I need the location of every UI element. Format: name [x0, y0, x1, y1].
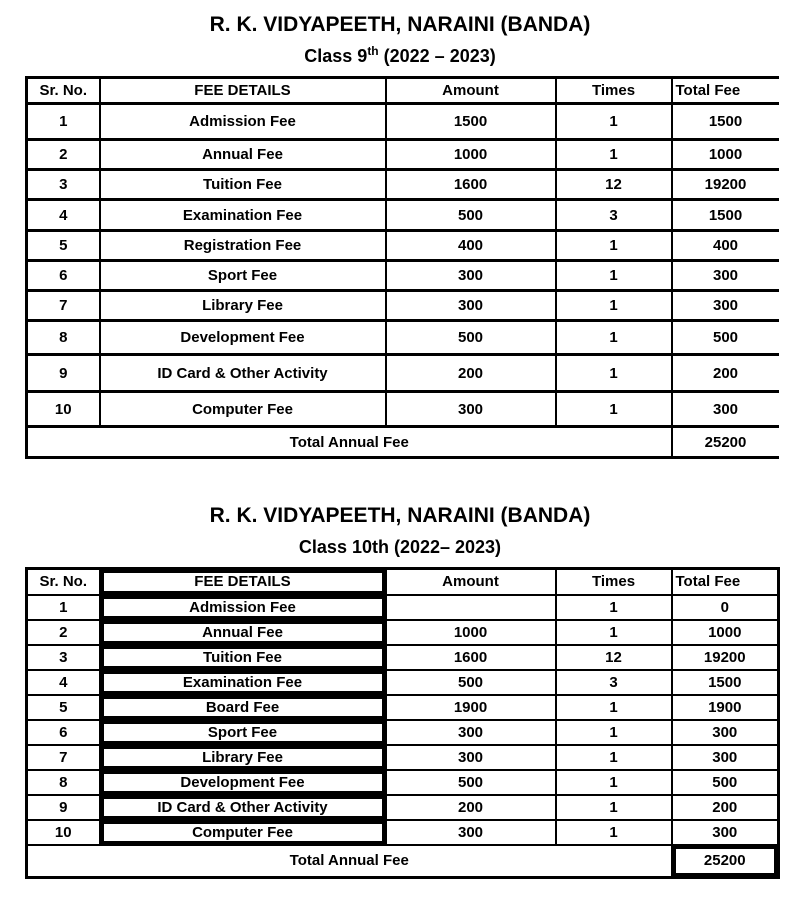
- cell-amount: 300: [386, 392, 556, 427]
- fee-row: [27, 200, 779, 231]
- cell-detail: Admission Fee: [100, 595, 386, 620]
- fee-row: [27, 670, 779, 695]
- cell-sr: 6: [27, 261, 100, 291]
- col-header-amount: Amount: [386, 569, 556, 595]
- cell-total: 1500: [672, 670, 779, 695]
- fee-row: [27, 170, 779, 200]
- cell-total: 300: [672, 820, 779, 845]
- cell-amount: 1000: [386, 620, 556, 645]
- class-label-prefix: Class 9: [304, 46, 368, 66]
- cell-total: 200: [672, 355, 779, 392]
- cell-detail: Library Fee: [100, 745, 386, 770]
- cell-times: 1: [556, 321, 672, 355]
- cell-sr: 2: [27, 140, 100, 170]
- col-header-sr-no: Sr. No.: [27, 569, 100, 595]
- col-header-sr-no: Sr. No.: [27, 78, 100, 104]
- cell-total: 300: [672, 392, 779, 427]
- cell-total: 19200: [672, 170, 779, 200]
- cell-amount: 1900: [386, 695, 556, 720]
- cell-total: 400: [672, 231, 779, 261]
- fee-rows: [27, 595, 779, 845]
- cell-times: 1: [556, 620, 672, 645]
- cell-total: 19200: [672, 645, 779, 670]
- cell-times: 1: [556, 695, 672, 720]
- total-row: [27, 427, 779, 458]
- total-annual-fee-value: 25200: [672, 427, 779, 458]
- cell-total: 300: [672, 720, 779, 745]
- cell-times: 1: [556, 795, 672, 820]
- cell-total: 1000: [672, 140, 779, 170]
- col-header-times: Times: [556, 569, 672, 595]
- fee-row: [27, 140, 779, 170]
- cell-times: 12: [556, 645, 672, 670]
- cell-times: 1: [556, 820, 672, 845]
- cell-amount: 1500: [386, 104, 556, 140]
- cell-sr: 7: [27, 745, 100, 770]
- cell-total: 500: [672, 321, 779, 355]
- table-footer: [27, 427, 779, 458]
- class10-fee-table: [25, 567, 780, 879]
- header-row: [27, 78, 779, 104]
- cell-sr: 10: [27, 820, 100, 845]
- cell-sr: 5: [27, 695, 100, 720]
- fee-row: [27, 745, 779, 770]
- cell-sr: 3: [27, 645, 100, 670]
- cell-amount: 500: [386, 321, 556, 355]
- cell-times: 1: [556, 745, 672, 770]
- cell-amount: 200: [386, 355, 556, 392]
- cell-times: 1: [556, 770, 672, 795]
- cell-times: 1: [556, 291, 672, 321]
- cell-sr: 7: [27, 291, 100, 321]
- class-label-suffix: (2022– 2023): [388, 537, 502, 557]
- cell-detail: Registration Fee: [100, 231, 386, 261]
- cell-sr: 3: [27, 170, 100, 200]
- cell-detail: Annual Fee: [100, 140, 386, 170]
- cell-sr: 9: [27, 795, 100, 820]
- cell-sr: 1: [27, 104, 100, 140]
- col-header-times: Times: [556, 78, 672, 104]
- cell-detail: Sport Fee: [100, 261, 386, 291]
- cell-times: 3: [556, 670, 672, 695]
- cell-times: 1: [556, 595, 672, 620]
- cell-amount: 500: [386, 670, 556, 695]
- cell-total: 0: [672, 595, 779, 620]
- header-row: [27, 569, 779, 595]
- cell-detail: Board Fee: [100, 695, 386, 720]
- cell-sr: 8: [27, 321, 100, 355]
- cell-sr: 5: [27, 231, 100, 261]
- table-footer: [27, 845, 779, 878]
- cell-total: 1500: [672, 200, 779, 231]
- cell-detail: ID Card & Other Activity: [100, 795, 386, 820]
- fee-row: [27, 291, 779, 321]
- col-header-total-fee: Total Fee: [672, 569, 779, 595]
- fee-row: [27, 720, 779, 745]
- cell-amount: 1600: [386, 170, 556, 200]
- table-header: [27, 569, 779, 595]
- cell-total: 1900: [672, 695, 779, 720]
- cell-sr: 9: [27, 355, 100, 392]
- fee-row: [27, 261, 779, 291]
- fee-rows: [27, 104, 779, 427]
- cell-amount: 500: [386, 770, 556, 795]
- cell-detail: Library Fee: [100, 291, 386, 321]
- cell-total: 300: [672, 291, 779, 321]
- fee-row: [27, 231, 779, 261]
- cell-times: 1: [556, 355, 672, 392]
- total-annual-fee-value: 25200: [672, 845, 779, 878]
- class9-subtitle: [0, 45, 800, 67]
- cell-times: 3: [556, 200, 672, 231]
- class9-fee-table: [25, 76, 779, 459]
- cell-amount: 200: [386, 795, 556, 820]
- class-label-superscript: th: [367, 44, 379, 58]
- cell-total: 500: [672, 770, 779, 795]
- cell-times: 12: [556, 170, 672, 200]
- total-annual-fee-label: Total Annual Fee: [27, 845, 672, 878]
- fee-row: [27, 820, 779, 845]
- class10-section: [0, 459, 800, 879]
- cell-times: 1: [556, 261, 672, 291]
- col-header-fee-details: FEE DETAILS: [100, 569, 386, 595]
- cell-detail: Computer Fee: [100, 392, 386, 427]
- cell-detail: Examination Fee: [100, 200, 386, 231]
- cell-detail: Sport Fee: [100, 720, 386, 745]
- fee-row: [27, 645, 779, 670]
- cell-sr: 6: [27, 720, 100, 745]
- cell-amount: 300: [386, 820, 556, 845]
- class-label-suffix: (2022 – 2023): [378, 46, 496, 66]
- fee-row: [27, 795, 779, 820]
- cell-amount: 1600: [386, 645, 556, 670]
- cell-sr: 2: [27, 620, 100, 645]
- school-title: R. K. VIDYAPEETH, NARAINI (BANDA): [209, 504, 591, 527]
- table-header: [27, 78, 779, 104]
- cell-amount: 300: [386, 745, 556, 770]
- cell-sr: 10: [27, 392, 100, 427]
- cell-amount: 1000: [386, 140, 556, 170]
- cell-detail: Admission Fee: [100, 104, 386, 140]
- cell-sr: 4: [27, 670, 100, 695]
- cell-total: 300: [672, 745, 779, 770]
- cell-sr: 8: [27, 770, 100, 795]
- col-header-fee-details: FEE DETAILS: [100, 78, 386, 104]
- cell-amount: 400: [386, 231, 556, 261]
- fee-row: [27, 321, 779, 355]
- cell-detail: Annual Fee: [100, 620, 386, 645]
- fee-row: [27, 392, 779, 427]
- fee-row: [27, 104, 779, 140]
- cell-amount: 300: [386, 261, 556, 291]
- cell-times: 1: [556, 231, 672, 261]
- cell-detail: ID Card & Other Activity: [100, 355, 386, 392]
- cell-times: 1: [556, 720, 672, 745]
- cell-amount: 300: [386, 291, 556, 321]
- class10-subtitle: [0, 536, 800, 558]
- total-row: [27, 845, 779, 878]
- total-annual-fee-label: Total Annual Fee: [27, 427, 672, 458]
- cell-times: 1: [556, 104, 672, 140]
- fee-row: [27, 770, 779, 795]
- cell-detail: Tuition Fee: [100, 645, 386, 670]
- cell-detail: Development Fee: [100, 321, 386, 355]
- fee-row: [27, 695, 779, 720]
- cell-sr: 1: [27, 595, 100, 620]
- fee-row: [27, 620, 779, 645]
- col-header-total-fee: Total Fee: [672, 78, 779, 104]
- cell-times: 1: [556, 392, 672, 427]
- school-title: R. K. VIDYAPEETH, NARAINI (BANDA): [209, 13, 591, 36]
- fee-row: [27, 355, 779, 392]
- cell-amount: [386, 595, 556, 620]
- fee-row: [27, 595, 779, 620]
- cell-total: 1500: [672, 104, 779, 140]
- cell-sr: 4: [27, 200, 100, 231]
- cell-detail: Development Fee: [100, 770, 386, 795]
- cell-detail: Tuition Fee: [100, 170, 386, 200]
- col-header-amount: Amount: [386, 78, 556, 104]
- cell-times: 1: [556, 140, 672, 170]
- cell-total: 300: [672, 261, 779, 291]
- cell-detail: Examination Fee: [100, 670, 386, 695]
- cell-detail: Computer Fee: [100, 820, 386, 845]
- class-label-prefix: Class 10th: [298, 537, 389, 557]
- cell-amount: 300: [386, 720, 556, 745]
- cell-amount: 500: [386, 200, 556, 231]
- cell-total: 1000: [672, 620, 779, 645]
- cell-total: 200: [672, 795, 779, 820]
